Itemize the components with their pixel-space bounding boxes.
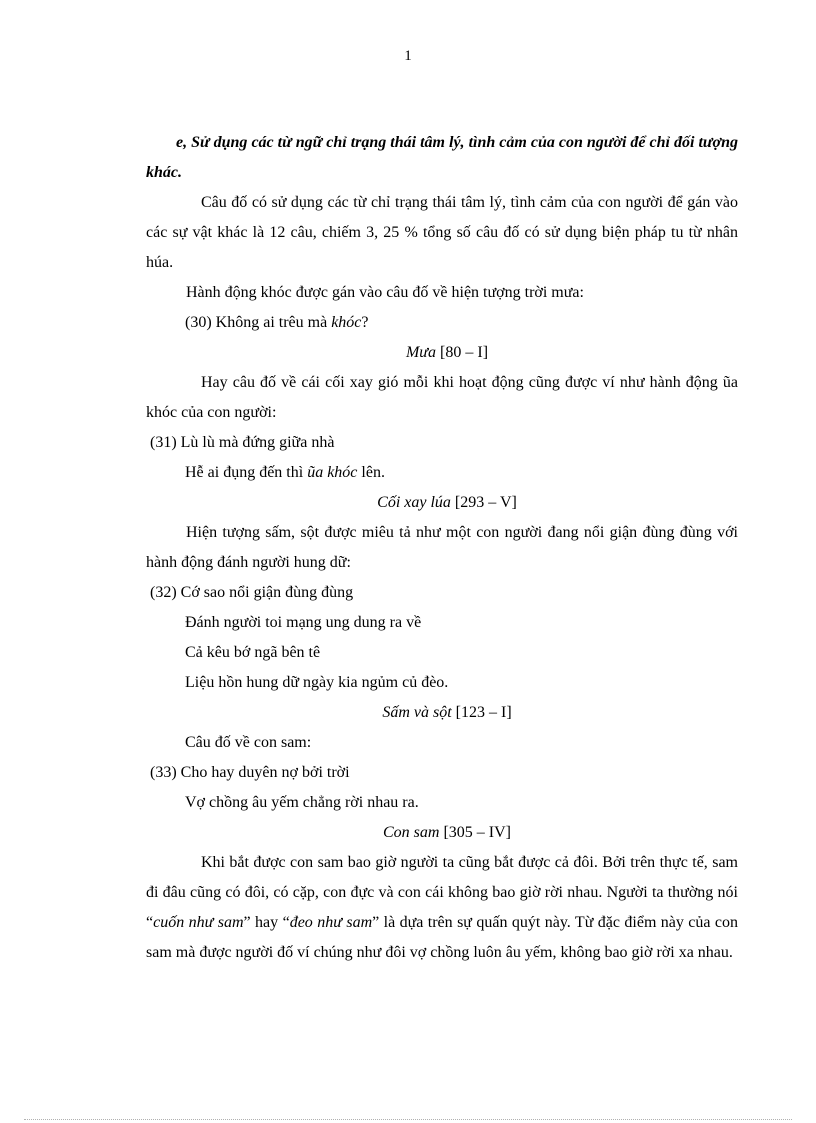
answer-name: Sấm và sột (382, 704, 452, 721)
paragraph-consam: Câu đố về con sam: (185, 734, 312, 751)
answer-name: Cối xay lúa (377, 494, 451, 511)
paragraph-sam: Hiện tượng sấm, sột được miêu tả như một con người đang nổi giận đùng đùng với hành động đánh người hung dữ: (146, 524, 738, 571)
example-number: (32) (150, 584, 177, 601)
answer-name: Con sam (383, 824, 440, 841)
example-31-line-1 (146, 428, 738, 458)
example-line: Không ai trêu mà (215, 314, 332, 331)
answer-31 (146, 488, 738, 518)
example-emphasis: khóc (331, 314, 362, 331)
final-text: ” là dựa trên sự quấn quýt này. Từ đặc điểm này của con sam mà được người đố ví chúng như đôi vợ chồng luôn âu yếm, không bao giờ rời xa nhau. (146, 914, 739, 961)
quote-emphasis: cuốn như sam (153, 914, 244, 931)
example-line: Lù lù mà đứng giữa nhà (180, 434, 335, 451)
example-emphasis: ũa khóc (307, 464, 358, 481)
example-33-line-2: Vợ chồng âu yếm chẳng rời nhau ra. (185, 794, 419, 811)
answer-33 (146, 818, 738, 848)
page-number: 1 (404, 48, 412, 64)
answer-ref: [293 – V] (450, 494, 517, 511)
page-body (146, 128, 738, 968)
final-paragraph (146, 848, 738, 968)
example-33-line-1 (146, 758, 738, 788)
example-32-line-3: Cả kêu bớ ngã bên tê (185, 644, 321, 661)
example-30 (146, 308, 738, 338)
example-32-line-1 (146, 578, 738, 608)
answer-ref: [123 – I] (451, 704, 512, 721)
answer-ref: [80 – I] (436, 344, 489, 361)
page-bottom-border (24, 1119, 792, 1120)
answer-name: Mưa (405, 344, 437, 361)
final-text: ” hay “ (243, 914, 290, 931)
intro-paragraph: Câu đố có sử dụng các từ chỉ trạng thái tâm lý, tình cảm của con người để gán vào các sự vật khác là 12 câu, chiếm 3, 25 % tổng số câu đố có sử dụng biện pháp tu từ nhân húa. (146, 194, 738, 271)
quote-emphasis: đeo như sam (289, 914, 373, 931)
example-31-line-2 (146, 458, 738, 488)
answer-32 (146, 698, 738, 728)
section-heading: e, Sử dụng các từ ngữ chỉ trạng thái tâm lý, tình cảm của con người để chỉ đối tượng khác. (146, 134, 738, 181)
answer-ref: [305 – IV] (439, 824, 511, 841)
example-32-line-4: Liệu hồn hung dữ ngày kia ngủm củ đèo. (185, 674, 449, 691)
answer-30 (146, 338, 738, 368)
example-number: (30) (185, 314, 212, 331)
example-number: (33) (150, 764, 177, 781)
example-line-end: lên. (357, 464, 385, 481)
example-line: Cớ sao nổi giận đùng đùng (180, 584, 354, 601)
example-32-line-2: Đánh người toi mạng ung dung ra về (185, 614, 422, 631)
example-punct: ? (361, 314, 369, 331)
example-line: Cho hay duyên nợ bởi trời (180, 764, 350, 781)
paragraph-coi: Hay câu đố về cái cối xay gió mỗi khi hoạt động cũng được ví như hành động ũa khóc của con người: (146, 374, 738, 421)
example-line: Hễ ai đụng đến thì (185, 464, 308, 481)
paragraph-khoc: Hành động khóc được gán vào câu đố về hiện tượng trời mưa: (186, 284, 584, 301)
final-text: Khi bắt được con sam bao giờ người ta cũng bắt được cả đôi. Bởi trên thực tế, sam đi đâu cũng có đôi, có cặp, con đực và con cái không bao giờ rời nhau. Người ta thường nói “ (146, 854, 738, 931)
example-number: (31) (150, 434, 177, 451)
